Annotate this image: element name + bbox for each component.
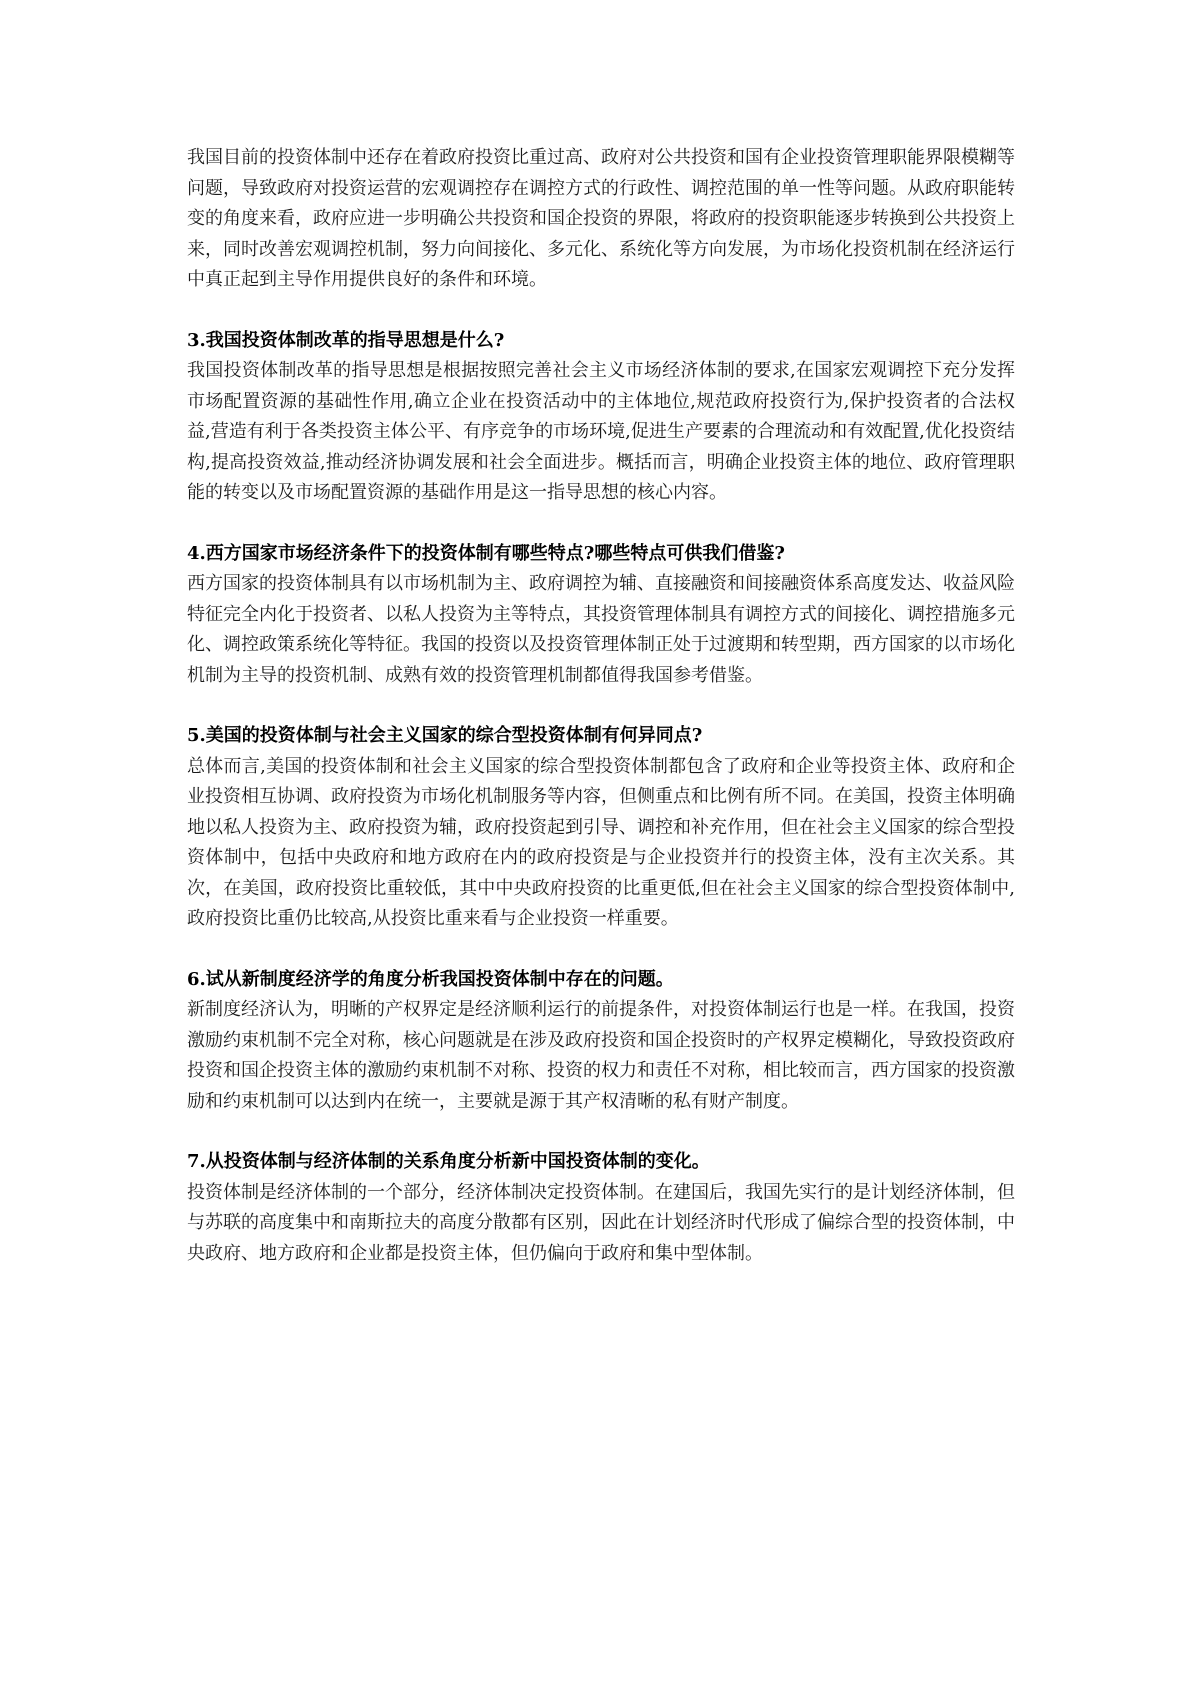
section-body: 新制度经济认为，明晰的产权界定是经济顺利运行的前提条件，对投资体制运行也是一样。在我国，投资激励约束机制不完全对称，核心问题就是在涉及政府投资和国企投资时的产权界定模糊化，导致投资政府投资和国企投资主体的激励约束机制不对称、投资的权力和责任不对称，相比较而言，西方国家的投资激励和约束机制可以达到内在统一，主要就是源于其产权清晰的私有财产制度。 (187, 999, 1015, 1112)
intro-paragraph: 我国目前的投资体制中还存在着政府投资比重过高、政府对公共投资和国有企业投资管理职能界限模糊等问题，导致政府对投资运营的宏观调控存在调控方式的行政性、调控范围的单一性等问题。从政府职能转变的角度来看，政府应进一步明确公共投资和国企投资的界限，将政府的投资职能逐步转换到公共投资上来，同时改善宏观调控机制，努力向间接化、多元化、系统化等方向发展，为市场化投资机制在经济运行中真正起到主导作用提供良好的条件和环境。 (187, 147, 1015, 290)
section-3 (187, 326, 1015, 509)
section-heading: 3.我国投资体制改革的指导思想是什么? (187, 329, 505, 351)
section-body: 投资体制是经济体制的一个部分，经济体制决定投资体制。在建国后，我国先实行的是计划经济体制，但与苏联的高度集中和南斯拉夫的高度分散都有区别，因此在计划经济时代形成了偏综合型的投资体制，中央政府、地方政府和企业都是投资主体，但仍偏向于政府和集中型体制。 (187, 1181, 1015, 1264)
section-6 (187, 965, 1015, 1118)
section-heading: 6.试从新制度经济学的角度分析我国投资体制中存在的问题。 (187, 968, 674, 990)
section-heading: 5.美国的投资体制与社会主义国家的综合型投资体制有何异同点? (187, 725, 703, 746)
section-4 (187, 539, 1015, 692)
document-page (187, 143, 1015, 1269)
section-7 (187, 1147, 1015, 1269)
section-body: 我国投资体制改革的指导思想是根据按照完善社会主义市场经济体制的要求,在国家宏观调控下充分发挥市场配置资源的基础性作用,确立企业在投资活动中的主体地位,规范政府投资行为,保护投资者的合法权益,营造有利于各类投资主体公平、有序竞争的市场环境,促进生产要素的合理流动和有效配置,优化投资结构,提高投资效益,推动经济协调发展和社会全面进步。概括而言，明确企业投资主体的地位、政府管理职能的转变以及市场配置资源的基础作用是这一指导思想的核心内容。 (187, 360, 1015, 503)
section-body: 西方国家的投资体制具有以市场机制为主、政府调控为辅、直接融资和间接融资体系高度发达、收益风险特征完全内化于投资者、以私人投资为主等特点，其投资管理体制具有调控方式的间接化、调控措施多元化、调控政策系统化等特征。我国的投资以及投资管理体制正处于过渡期和转型期，西方国家的以市场化机制为主导的投资机制、成熟有效的投资管理机制都值得我国参考借鉴。 (187, 573, 1015, 686)
section-heading: 4.西方国家市场经济条件下的投资体制有哪些特点?哪些特点可供我们借鉴? (187, 542, 785, 564)
section-body: 总体而言,美国的投资体制和社会主义国家的综合型投资体制都包含了政府和企业等投资主体、政府和企业投资相互协调、政府投资为市场化机制服务等内容，但侧重点和比例有所不同。在美国，投资主体明确地以私人投资为主、政府投资为辅，政府投资起到引导、调控和补充作用，但在社会主义国家的综合型投资体制中，包括中央政府和地方政府在内的政府投资是与企业投资并行的投资主体，没有主次关系。其次，在美国，政府投资比重较低，其中中央政府投资的比重更低,但在社会主义国家的综合型投资体制中,政府投资比重仍比较高,从投资比重来看与企业投资一样重要。 (187, 755, 1015, 929)
section-heading: 7.从投资体制与经济体制的关系角度分析新中国投资体制的变化。 (187, 1151, 710, 1172)
section-5 (187, 721, 1015, 935)
